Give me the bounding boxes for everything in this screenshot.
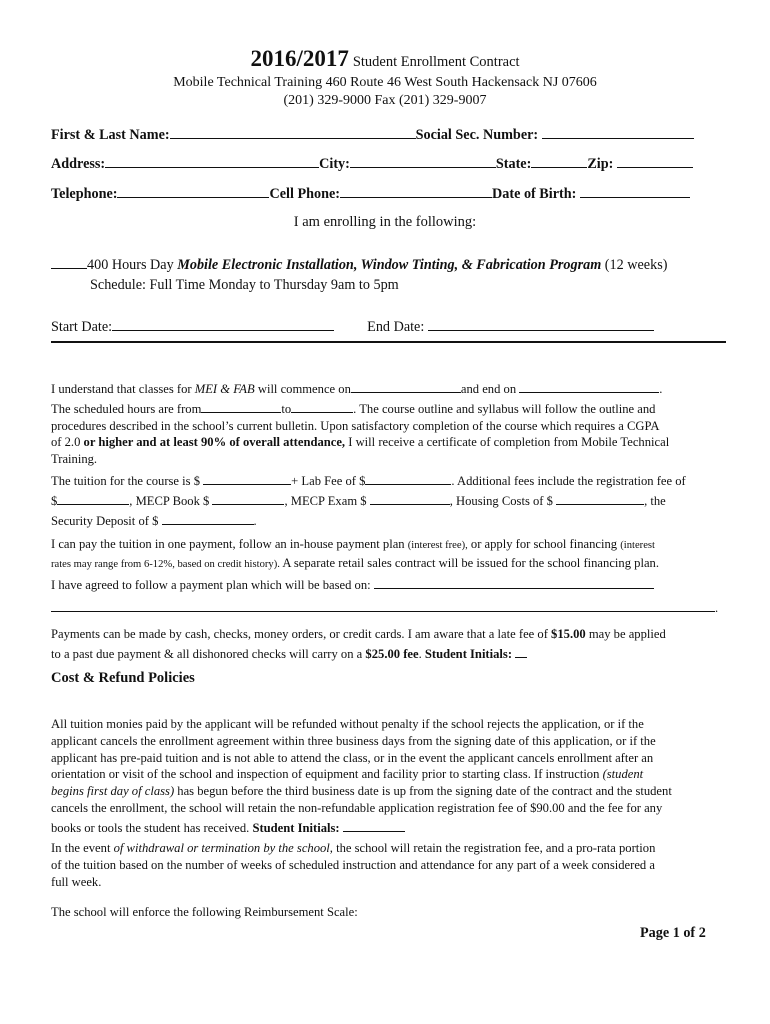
tuition-text: , MECP Book $	[129, 493, 210, 508]
withdrawal-text: the school will retain the registration fee, and a pro-rata portion	[336, 841, 656, 855]
payment-plan-note: (interest	[620, 540, 655, 551]
payment-plan-text: A separate retail sales contract will be issued for the school financing plan.	[282, 555, 659, 570]
tuition-text: .	[253, 513, 257, 528]
reimbursement-scale-text: The school will enforce the following Reimbursement Scale:	[51, 905, 358, 919]
mecp-exam-field[interactable]	[370, 490, 450, 505]
start-date-label: Start Date:	[51, 319, 113, 335]
mecp-book-field[interactable]	[212, 490, 284, 505]
classes-text: of 2.0	[51, 435, 81, 450]
refund-text: All tuition monies paid by the applicant will be refunded without penalty if the school rejects the application, or if the	[51, 717, 644, 731]
reimbursement-scale-intro	[51, 905, 358, 920]
classes-text: I will receive a certificate of completion from Mobile Technical	[348, 435, 670, 450]
classes-paragraph	[51, 378, 734, 468]
registration-fee-field[interactable]	[57, 490, 129, 505]
refund-text: cancels the enrollment, the school will retain the non-refundable application registration fee of $90.00 and the fee for any	[51, 800, 663, 815]
school-phone: (201) 329-9000 Fax (201) 329-9007	[283, 93, 487, 108]
end-date-field[interactable]	[428, 316, 654, 331]
document-title	[0, 46, 770, 72]
dob-field[interactable]	[580, 182, 690, 198]
payment-plan-note: rates may range from 6-12%, based on credit history).	[51, 558, 280, 570]
section-divider	[51, 341, 726, 343]
refund-text: books or tools the student has received.	[51, 820, 250, 835]
withdrawal-text: of withdrawal or termination by the school,	[113, 841, 333, 855]
refund-initials-field[interactable]	[343, 817, 405, 832]
phone-row	[51, 182, 690, 203]
program-name: Mobile Electronic Installation, Window Tinting, & Fabrication Program	[177, 257, 602, 273]
refund-text: begins first day of class)	[51, 784, 175, 799]
telephone-label: Telephone:	[51, 186, 118, 202]
refund-paragraph	[51, 716, 734, 837]
classes-text: . The course outline and syllabus will follow the outline and	[353, 401, 656, 416]
contract-year: 2016/2017	[250, 46, 349, 71]
address-field[interactable]	[105, 152, 319, 168]
refund-text: applicant has pre-paid tuition and is not able to attend the class, or in the event the applicant cancels enrollment after an	[51, 750, 654, 765]
program-duration: (12 weeks)	[604, 257, 668, 273]
ssn-label: Social Sec. Number:	[415, 127, 539, 143]
classes-text: will commence on	[257, 382, 351, 396]
tuition-text: , MECP Exam $	[284, 493, 367, 508]
hours-from-field[interactable]	[201, 398, 281, 413]
payments-paragraph	[51, 626, 734, 663]
payment-plan-text: .	[715, 601, 719, 616]
city-label: City:	[319, 156, 350, 172]
tuition-paragraph	[51, 470, 734, 529]
start-date-field[interactable]	[112, 316, 334, 331]
withdrawal-text: full week.	[51, 874, 102, 889]
classes-text: .	[659, 382, 663, 396]
dob-label: Date of Birth:	[492, 186, 577, 202]
cell-phone-label: Cell Phone:	[269, 186, 341, 202]
payment-plan-text: or apply for school financing	[470, 537, 618, 551]
classes-text: and end on	[460, 382, 517, 396]
address-row	[51, 152, 693, 173]
payments-text: Payments can be made by cash, checks, money orders, or credit cards. I am aware that a late fee of	[51, 627, 548, 641]
student-initials-field[interactable]	[515, 643, 527, 658]
tuition-text: , Housing Costs of $	[449, 493, 553, 508]
classes-text: The scheduled hours are from	[51, 401, 202, 416]
tuition-text: $	[51, 493, 58, 508]
payment-plan-text: I can pay the tuition in one payment, follow an in-house payment plan	[51, 537, 405, 551]
name-row	[51, 123, 694, 144]
payments-text: .	[418, 646, 422, 661]
name-label: First & Last Name:	[51, 127, 170, 143]
program-line	[51, 254, 667, 274]
payment-plan-note: (interest free),	[407, 540, 468, 551]
tuition-amount-field[interactable]	[203, 470, 291, 485]
classes-program: MEI & FAB	[194, 382, 255, 396]
tuition-text: Security Deposit of $	[51, 513, 159, 528]
classes-text: procedures described in the school’s current bulletin. Upon satisfactory completion of the course which requires a CGPA	[51, 418, 660, 433]
schedule: Schedule: Full Time Monday to Thursday 9am to 5pm	[90, 277, 399, 293]
payment-plan-text: I have agreed to follow a payment plan which will be based on:	[51, 577, 371, 592]
payments-text: to a past due payment & all dishonored checks will carry on a	[51, 646, 363, 661]
end-on-date-field[interactable]	[519, 378, 659, 393]
page-number: Page 1 of 2	[640, 925, 706, 941]
late-fee-amount: $15.00	[551, 627, 586, 641]
telephone-field[interactable]	[117, 182, 269, 198]
refund-text: orientation or visit of the school and inspection of equipment and facility prior to starting class. If instruction	[51, 767, 600, 782]
name-field[interactable]	[170, 123, 416, 139]
dishonored-check-fee: $25.00 fee	[365, 646, 419, 661]
end-date-label: End Date:	[367, 319, 425, 335]
cell-phone-field[interactable]	[340, 182, 492, 198]
payment-plan-field-continued[interactable]	[51, 597, 715, 612]
lab-fee-field[interactable]	[365, 470, 451, 485]
program-select-blank[interactable]	[51, 254, 87, 269]
zip-field[interactable]	[617, 152, 693, 168]
refund-text: has begun before the third business date is up from the signing date of the contract and the student	[177, 784, 672, 799]
student-initials-label: Student Initials:	[424, 646, 513, 661]
zip-label: Zip:	[587, 156, 614, 172]
school-address: Mobile Technical Training 460 Route 46 West South Hackensack NJ 07606	[173, 75, 597, 90]
security-deposit-field[interactable]	[162, 510, 254, 525]
tuition-text: + Lab Fee of $	[291, 474, 366, 488]
tuition-text: . Additional fees include the registration fee of	[451, 474, 686, 488]
payment-plan-field[interactable]	[374, 574, 654, 589]
ssn-field[interactable]	[542, 123, 694, 139]
payment-plan-paragraph	[51, 536, 734, 617]
housing-cost-field[interactable]	[556, 490, 644, 505]
refund-text: applicant cancels the enrollment agreement within three business days from the signing date of this application, or if the	[51, 733, 656, 748]
contract-title: Student Enrollment Contract	[352, 54, 520, 70]
refund-heading: Cost & Refund Policies	[51, 670, 195, 686]
refund-text: (student	[602, 767, 644, 782]
hours-to-field[interactable]	[291, 398, 353, 413]
tuition-text: , the	[644, 493, 666, 508]
address-label: Address:	[51, 156, 106, 172]
program-hours: 400 Hours Day	[87, 257, 174, 273]
withdrawal-text: of the tuition based on the number of weeks of scheduled instruction and attendance for any part of a week considered a	[51, 857, 655, 872]
commence-date-field[interactable]	[351, 378, 461, 393]
city-field[interactable]	[350, 152, 496, 168]
withdrawal-paragraph	[51, 840, 734, 890]
attendance-requirement: or higher and at least 90% of overall attendance,	[83, 435, 346, 450]
state-field[interactable]	[531, 152, 587, 168]
student-initials-label: Student Initials:	[252, 820, 340, 835]
withdrawal-text: In the event	[51, 841, 111, 855]
enrolling-intro: I am enrolling in the following:	[293, 214, 477, 230]
tuition-text: The tuition for the course is $	[51, 474, 200, 488]
classes-text: I understand that classes for	[51, 382, 192, 396]
payments-text: may be applied	[588, 627, 666, 641]
classes-text: Training.	[51, 452, 98, 467]
state-label: State:	[495, 156, 532, 172]
dates-row	[51, 316, 654, 336]
classes-text: to	[281, 401, 292, 416]
